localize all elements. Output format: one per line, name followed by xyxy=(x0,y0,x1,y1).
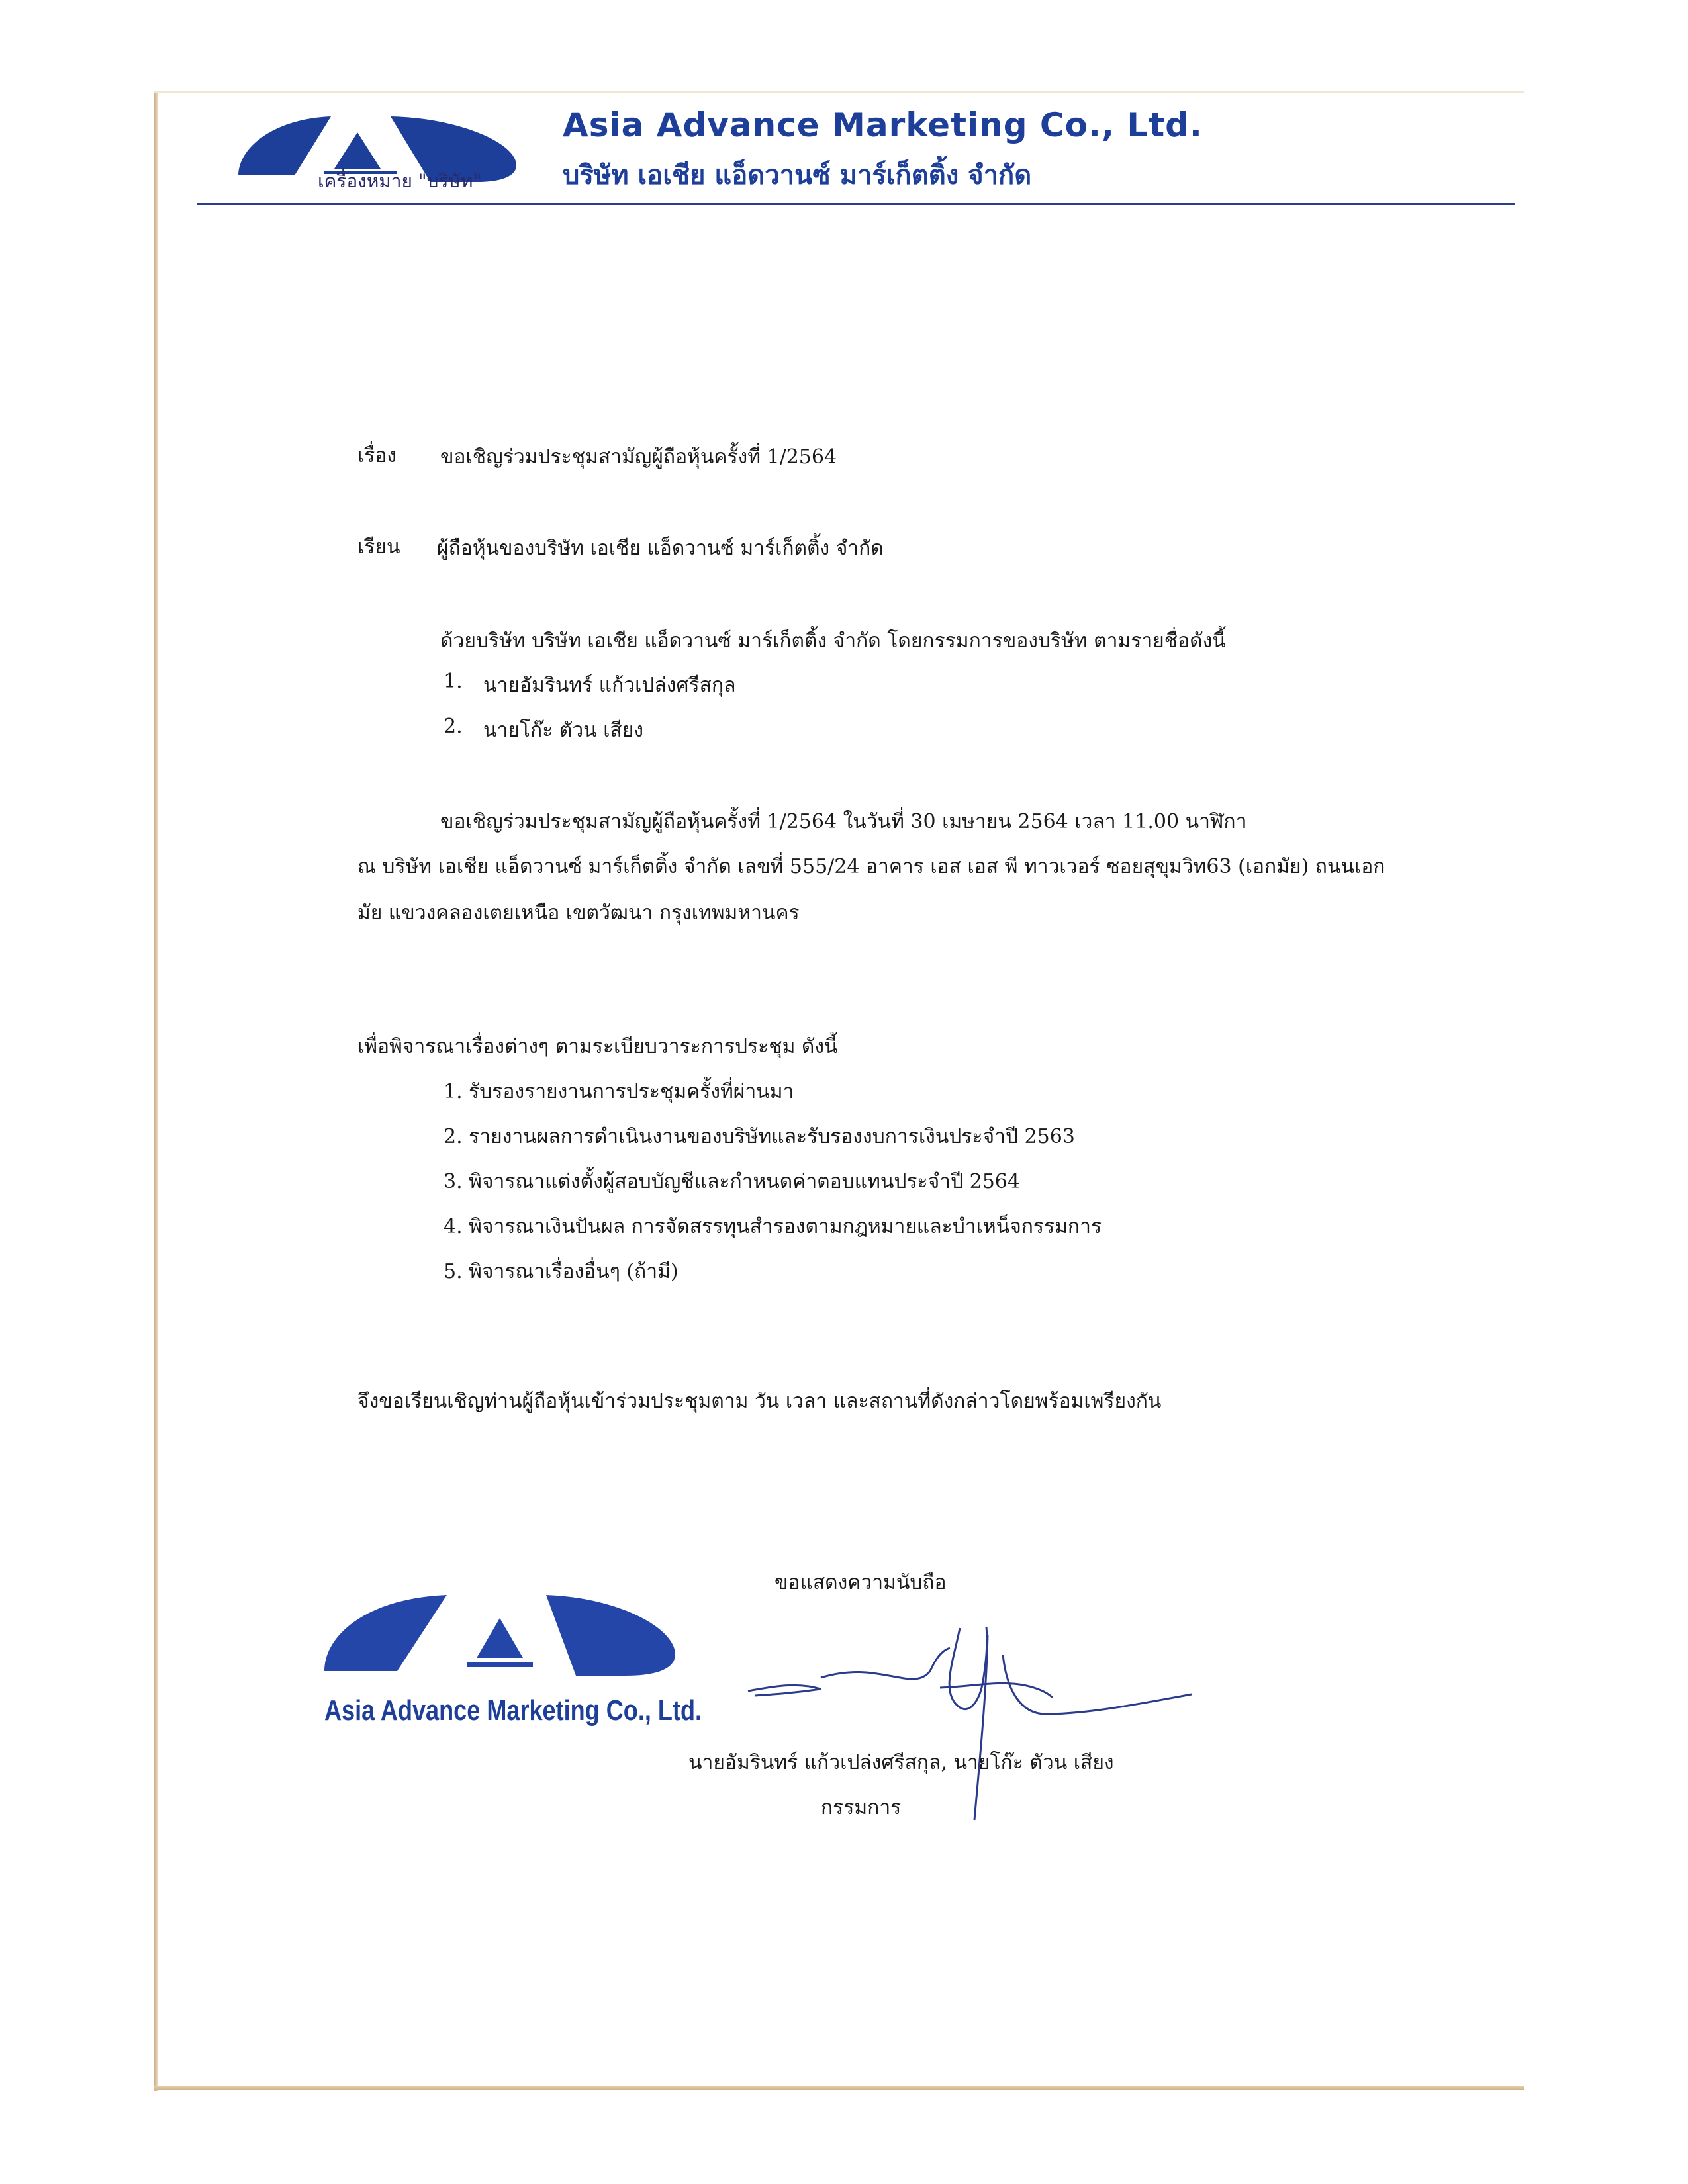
director-name: นายอัมรินทร์ แก้วเปล่งศรีสกุล xyxy=(483,674,736,697)
director-number: 2. xyxy=(444,715,463,738)
agenda-item: 2. รายงานผลการดำเนินงานของบริษัทและรับรองงบการเงินประจำปี 2563 xyxy=(444,1125,1075,1148)
agenda-item: 1. รับรองรายงานการประชุมครั้งที่ผ่านมา xyxy=(444,1080,794,1103)
recipient-text: ผู้ถือหุ้นของบริษัท เอเชีย แอ็ดวานซ์ มาร์เก็ตติ้ง จำกัด xyxy=(437,537,884,560)
company-name-th: บริษัท เอเชีย แอ็ดวานซ์ มาร์เก็ตติ้ง จำกัด xyxy=(563,160,1032,191)
trademark-caption: เครื่องหมาย "บริษัท" xyxy=(318,170,482,192)
company-name-en: Asia Advance Marketing Co., Ltd. xyxy=(563,106,1203,144)
stamp-company-name: Asia Advance Marketing Co., Ltd. xyxy=(324,1694,702,1727)
invitation-line: มัย แขวงคลองเตยเหนือ เขตวัฒนา กรุงเทพมหานคร xyxy=(357,901,800,925)
agenda-item: 4. พิจารณาเงินปันผล การจัดสรรทุนสำรองตามกฎหมายและบำเหน็จกรรมการ xyxy=(444,1215,1102,1238)
paper-edge-bottom xyxy=(154,2086,1524,2090)
paper-edge-left xyxy=(154,93,158,2091)
closing-paragraph: จึงขอเรียนเชิญท่านผู้ถือหุ้นเข้าร่วมประชุมตาม วัน เวลา และสถานที่ดังกล่าวโดยพร้อมเพรียงกัน xyxy=(357,1390,1162,1413)
company-stamp-logo-icon xyxy=(321,1588,679,1701)
agenda-item: 3. พิจารณาแต่งตั้งผู้สอบบัญชีและกำหนดค่าตอบแทนประจำปี 2564 xyxy=(444,1170,1020,1193)
invitation-line: ขอเชิญร่วมประชุมสามัญผู้ถือหุ้นครั้งที่ 1/2564 ในวันที่ 30 เมษายน 2564 เวลา 11.00 นาฬิกา xyxy=(440,810,1247,833)
director-number: 1. xyxy=(444,670,463,693)
letterhead-rule xyxy=(197,203,1515,205)
invitation-line: ณ บริษัท เอเชีย แอ็ดวานซ์ มาร์เก็ตติ้ง จำกัด เลขที่ 555/24 อาคาร เอส เอส พี ทาวเวอร์ ซอยสุขุมวิท63 (เอกมัย) ถนนเอก xyxy=(357,855,1385,878)
recipient-label: เรียน xyxy=(357,535,400,559)
intro-paragraph: ด้วยบริษัท บริษัท เอเชีย แอ็ดวานซ์ มาร์เก็ตติ้ง จำกัด โดยกรรมการของบริษัท ตามรายชื่อดังนี้ xyxy=(440,629,1226,653)
signature-icon xyxy=(741,1615,1205,1827)
subject-text: ขอเชิญร่วมประชุมสามัญผู้ถือหุ้นครั้งที่ 1/2564 xyxy=(440,445,837,469)
regards-text: ขอแสดงความนับถือ xyxy=(774,1571,947,1594)
paper-edge-top xyxy=(154,91,1524,93)
letterhead xyxy=(232,106,1523,218)
agenda-item: 5. พิจารณาเรื่องอื่นๆ (ถ้ามี) xyxy=(444,1260,679,1283)
director-name: นายโก๊ะ ตัวน เสียง xyxy=(483,719,644,742)
agenda-intro: เพื่อพิจารณาเรื่องต่างๆ ตามระเบียบวาระการประชุม ดังนี้ xyxy=(357,1035,838,1058)
signers-names: นายอัมรินทร์ แก้วเปล่งศรีสกุล, นายโก๊ะ ตัวน เสียง xyxy=(688,1751,1114,1774)
signer-title: กรรมการ xyxy=(821,1796,902,1819)
subject-label: เรื่อง xyxy=(357,444,397,467)
